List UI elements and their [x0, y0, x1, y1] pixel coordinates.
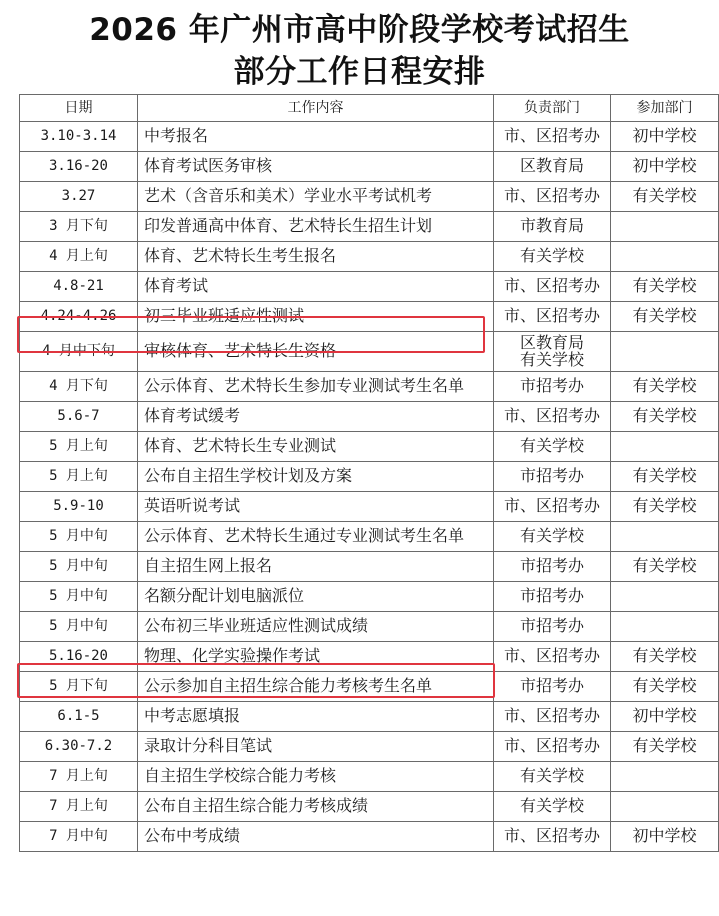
table-row	[20, 462, 719, 492]
row-date: 7 月中旬	[20, 822, 138, 852]
row-responsible-dept: 市招考办	[494, 552, 611, 582]
row-date: 4 月中下旬	[20, 332, 138, 372]
row-content: 自主招生学校综合能力考核	[138, 762, 494, 792]
table-row	[20, 642, 719, 672]
row-responsible-dept-line-1: 区教育局	[519, 332, 584, 352]
row-participating-dept: 初中学校	[611, 152, 719, 182]
row-responsible-dept: 市招考办	[494, 582, 611, 612]
row-participating-dept	[611, 762, 719, 792]
row-responsible-dept: 市、区招考办	[494, 642, 611, 672]
table-row	[20, 522, 719, 552]
row-content: 公示体育、艺术特长生参加专业测试考生名单	[138, 372, 494, 402]
row-responsible-dept: 有关学校	[494, 522, 611, 552]
row-responsible-dept: 市招考办	[494, 372, 611, 402]
row-participating-dept	[611, 612, 719, 642]
row-responsible-dept: 市、区招考办	[494, 182, 611, 212]
row-responsible-dept: 市招考办	[494, 612, 611, 642]
table-row	[20, 402, 719, 432]
row-participating-dept: 初中学校	[611, 702, 719, 732]
row-participating-dept	[611, 432, 719, 462]
row-content: 体育、艺术特长生考生报名	[138, 242, 494, 272]
row-participating-dept: 有关学校	[611, 302, 719, 332]
row-date: 5 月中旬	[20, 522, 138, 552]
row-content: 印发普通高中体育、艺术特长生招生计划	[138, 212, 494, 242]
row-content: 公布自主招生学校计划及方案	[138, 462, 494, 492]
row-participating-dept: 有关学校	[611, 732, 719, 762]
row-date: 5.16-20	[20, 642, 138, 672]
table-row	[20, 242, 719, 272]
row-content: 录取计分科目笔试	[138, 732, 494, 762]
row-responsible-dept: 市、区招考办	[494, 702, 611, 732]
row-date: 5 月上旬	[20, 432, 138, 462]
row-date: 3 月下旬	[20, 212, 138, 242]
row-participating-dept	[611, 242, 719, 272]
row-content: 物理、化学实验操作考试	[138, 642, 494, 672]
table-row	[20, 152, 719, 182]
row-participating-dept	[611, 522, 719, 552]
row-responsible-dept: 市招考办	[494, 462, 611, 492]
row-participating-dept: 有关学校	[611, 402, 719, 432]
row-date: 4.24-4.26	[20, 302, 138, 332]
row-date: 5 月中旬	[20, 612, 138, 642]
row-responsible-dept: 市、区招考办	[494, 272, 611, 302]
row-date: 3.10-3.14	[20, 122, 138, 152]
table-row	[20, 302, 719, 332]
row-content: 体育考试医务审核	[138, 152, 494, 182]
row-date: 4.8-21	[20, 272, 138, 302]
row-date: 3.16-20	[20, 152, 138, 182]
row-responsible-dept: 有关学校	[494, 762, 611, 792]
row-participating-dept	[611, 212, 719, 242]
row-participating-dept: 有关学校	[611, 182, 719, 212]
table-row	[20, 732, 719, 762]
table-header-row	[20, 95, 719, 122]
row-participating-dept: 有关学校	[611, 272, 719, 302]
table-row	[20, 702, 719, 732]
table-row	[20, 212, 719, 242]
table-row	[20, 582, 719, 612]
row-content: 审核体育、艺术特长生资格	[138, 332, 494, 372]
row-responsible-dept-line-2: 有关学校	[519, 349, 584, 369]
row-date: 3.27	[20, 182, 138, 212]
row-date: 5 月中旬	[20, 552, 138, 582]
row-participating-dept	[611, 332, 719, 372]
table-row	[20, 182, 719, 212]
row-content: 艺术（含音乐和美术）学业水平考试机考	[138, 182, 494, 212]
header-date: 日期	[20, 95, 138, 122]
row-content: 公布初三毕业班适应性测试成绩	[138, 612, 494, 642]
row-content: 公布中考成绩	[138, 822, 494, 852]
table-row	[20, 552, 719, 582]
row-content: 名额分配计划电脑派位	[138, 582, 494, 612]
row-date: 5 月中旬	[20, 582, 138, 612]
row-content: 中考报名	[138, 122, 494, 152]
row-responsible-dept: 市、区招考办	[494, 732, 611, 762]
table-row	[20, 612, 719, 642]
row-participating-dept: 有关学校	[611, 642, 719, 672]
table-row	[20, 822, 719, 852]
schedule-table	[19, 94, 719, 852]
row-date: 7 月上旬	[20, 762, 138, 792]
row-participating-dept: 有关学校	[611, 462, 719, 492]
row-participating-dept: 初中学校	[611, 822, 719, 852]
row-responsible-dept: 市招考办	[494, 672, 611, 702]
table-row	[20, 432, 719, 462]
row-responsible-dept: 市、区招考办	[494, 122, 611, 152]
row-responsible-dept: 区教育局	[494, 152, 611, 182]
row-date: 6.30-7.2	[20, 732, 138, 762]
row-date: 5 月上旬	[20, 462, 138, 492]
row-content: 自主招生网上报名	[138, 552, 494, 582]
row-responsible-dept: 市、区招考办	[494, 492, 611, 522]
row-date: 5.6-7	[20, 402, 138, 432]
row-responsible-dept: 市、区招考办	[494, 822, 611, 852]
row-participating-dept: 初中学校	[611, 122, 719, 152]
row-date: 5.9-10	[20, 492, 138, 522]
row-content: 初三毕业班适应性测试	[138, 302, 494, 332]
row-content: 公示参加自主招生综合能力考核考生名单	[138, 672, 494, 702]
table-row	[20, 122, 719, 152]
row-date: 7 月上旬	[20, 792, 138, 822]
row-content: 英语听说考试	[138, 492, 494, 522]
header-content: 工作内容	[138, 95, 494, 122]
row-responsible-dept: 有关学校	[494, 432, 611, 462]
table-row	[20, 332, 719, 372]
table-row	[20, 792, 719, 822]
row-content: 体育考试缓考	[138, 402, 494, 432]
row-date: 5 月下旬	[20, 672, 138, 702]
row-responsible-dept: 市、区招考办	[494, 302, 611, 332]
row-responsible-dept: 市、区招考办	[494, 402, 611, 432]
row-content: 中考志愿填报	[138, 702, 494, 732]
row-participating-dept: 有关学校	[611, 372, 719, 402]
row-responsible-dept: 有关学校	[494, 242, 611, 272]
row-responsible-dept: 市教育局	[494, 212, 611, 242]
row-content: 体育、艺术特长生专业测试	[138, 432, 494, 462]
header-responsible-dept: 负责部门	[494, 95, 611, 122]
table-row	[20, 372, 719, 402]
row-participating-dept	[611, 792, 719, 822]
row-participating-dept: 有关学校	[611, 492, 719, 522]
row-responsible-dept	[494, 332, 611, 372]
row-participating-dept: 有关学校	[611, 672, 719, 702]
document-title-line-1: 2026 年广州市高中阶段学校考试招生	[89, 12, 630, 48]
table-row	[20, 672, 719, 702]
header-participating-dept: 参加部门	[611, 95, 719, 122]
table-row	[20, 272, 719, 302]
row-date: 6.1-5	[20, 702, 138, 732]
row-responsible-dept: 有关学校	[494, 792, 611, 822]
row-participating-dept: 有关学校	[611, 552, 719, 582]
table-row	[20, 492, 719, 522]
row-content: 公布自主招生综合能力考核成绩	[138, 792, 494, 822]
row-content: 体育考试	[138, 272, 494, 302]
row-participating-dept	[611, 582, 719, 612]
document-title-line-2: 部分工作日程安排	[233, 54, 486, 90]
table-row	[20, 762, 719, 792]
row-content: 公示体育、艺术特长生通过专业测试考生名单	[138, 522, 494, 552]
row-date: 4 月上旬	[20, 242, 138, 272]
row-date: 4 月下旬	[20, 372, 138, 402]
